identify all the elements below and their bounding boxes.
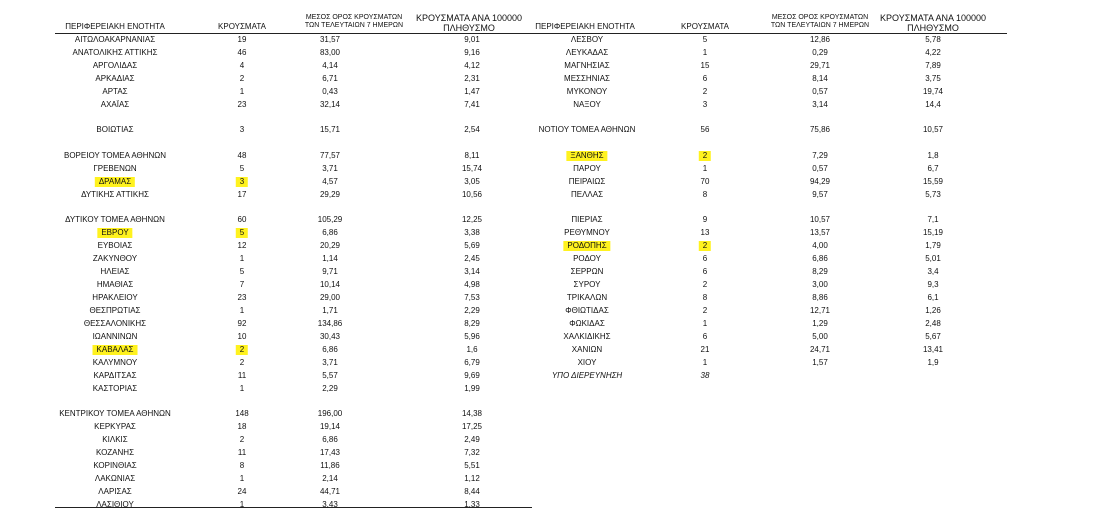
left-per100k-value: 9,16 <box>464 48 480 57</box>
left-region-name: ΑΙΤΩΛΟΑΚΑΡΝΑΝΙΑΣ <box>74 35 156 44</box>
left-avg-value: 6,86 <box>322 228 338 237</box>
left-avg-value: 3,43 <box>322 500 338 509</box>
right-per100k-value: 4,22 <box>925 48 941 57</box>
left-cases-value: 46 <box>237 48 247 57</box>
right-cases-value: 56 <box>700 125 710 134</box>
right-header-region: ΠΕΡΙΦΕΡΕΙΑΚΗ ΕΝΟΤΗΤΑ <box>535 22 635 31</box>
right-avg-value: 0,57 <box>812 87 828 96</box>
right-cases-value: 6 <box>702 74 708 83</box>
right-avg-value: 10,57 <box>809 215 831 224</box>
right-per100k-value: 15,59 <box>922 177 944 186</box>
right-per100k-value: 5,01 <box>925 254 941 263</box>
left-avg-value: 9,71 <box>322 267 338 276</box>
left-region-name: ΔΥΤΙΚΗΣ ΑΤΤΙΚΗΣ <box>81 190 149 199</box>
left-per100k-value: 8,11 <box>464 151 480 160</box>
left-per100k-value: 14,38 <box>461 409 483 418</box>
left-avg-value: 5,57 <box>322 371 338 380</box>
right-region-name: ΝΟΤΙΟΥ ΤΟΜΕΑ ΑΘΗΝΩΝ <box>538 125 636 134</box>
right-per100k-value: 5,73 <box>925 190 941 199</box>
left-cases-value: 3 <box>239 125 245 134</box>
left-cases-value: 23 <box>237 100 247 109</box>
left-cases-value: 60 <box>237 215 247 224</box>
right-region-name: ΥΠΟ ΔΙΕΡΕΥΝΗΣΗ <box>551 371 623 380</box>
right-per100k-value: 7,1 <box>927 215 939 224</box>
right-avg-value: 1,29 <box>812 319 828 328</box>
right-avg-value: 24,71 <box>809 345 831 354</box>
right-avg-value: 8,86 <box>812 293 828 302</box>
left-per100k-value: 15,74 <box>461 164 483 173</box>
left-per100k-value: 8,44 <box>464 487 480 496</box>
right-per100k-value: 5,67 <box>925 332 941 341</box>
left-per100k-value: 1,99 <box>464 384 480 393</box>
left-per100k-value: 17,25 <box>461 422 483 431</box>
left-region-name: ΙΩΑΝΝΙΝΩΝ <box>92 332 138 341</box>
right-avg-value: 8,14 <box>812 74 828 83</box>
left-per100k-value: 3,05 <box>464 177 480 186</box>
right-avg-value: 12,71 <box>809 306 831 315</box>
right-avg-value: 13,57 <box>809 228 831 237</box>
left-per100k-value: 3,38 <box>464 228 480 237</box>
left-region-name: ΚΑΒΑΛΑΣ <box>93 345 138 355</box>
left-per100k-value: 9,69 <box>464 371 480 380</box>
left-cases-value: 5 <box>239 267 245 276</box>
left-avg-value: 6,86 <box>322 435 338 444</box>
left-region-name: ΕΒΡΟΥ <box>97 228 132 238</box>
right-per100k-value: 1,8 <box>927 151 939 160</box>
left-avg-value: 11,86 <box>320 461 340 470</box>
right-region-name: ΧΑΝΙΩΝ <box>571 345 603 354</box>
right-per100k-value: 3,75 <box>925 74 941 83</box>
left-avg-value: 17,43 <box>319 448 341 457</box>
right-per100k-value: 3,4 <box>927 267 939 276</box>
left-avg-value: 6,86 <box>322 345 338 354</box>
left-avg-value: 3,71 <box>322 358 338 367</box>
left-cases-value: 11 <box>237 448 247 457</box>
left-region-name: ΛΑΚΩΝΙΑΣ <box>94 474 136 483</box>
right-avg-value: 4,00 <box>812 241 828 250</box>
right-cases-value: 1 <box>702 319 708 328</box>
left-region-name: ΒΟΡΕΙΟΥ ΤΟΜΕΑ ΑΘΗΝΩΝ <box>63 151 167 160</box>
left-region-name: ΚΑΣΤΟΡΙΑΣ <box>92 384 138 393</box>
left-avg-value: 4,57 <box>322 177 338 186</box>
left-header-avg-line1: ΜΕΣΟΣ ΟΡΟΣ ΚΡΟΥΣΜΑΤΩΝ <box>305 14 403 21</box>
left-header-cases: ΚΡΟΥΣΜΑΤΑ <box>218 22 266 31</box>
left-header-avg <box>290 14 418 30</box>
right-cases-value: 8 <box>702 190 708 199</box>
right-cases-value: 9 <box>702 215 708 224</box>
left-per100k-value: 4,12 <box>464 61 480 70</box>
left-cases-value: 4 <box>239 61 245 70</box>
right-avg-value: 8,29 <box>812 267 828 276</box>
right-cases-value: 3 <box>702 100 708 109</box>
left-header-rule <box>55 33 532 34</box>
left-region-name: ΕΥΒΟΙΑΣ <box>97 241 133 250</box>
right-header-per100k-line1: ΚΡΟΥΣΜΑΤΑ ΑΝΑ 100000 <box>880 13 986 23</box>
right-region-name: ΡΟΔΟΥ <box>573 254 601 263</box>
left-avg-value: 32,14 <box>319 100 341 109</box>
left-avg-value: 29,00 <box>319 293 341 302</box>
left-avg-value: 19,14 <box>319 422 341 431</box>
right-header-per100k-line2: ΠΛΗΘΥΣΜΟ <box>907 23 959 33</box>
left-cases-value: 1 <box>239 306 245 315</box>
right-per100k-value: 10,57 <box>922 125 944 134</box>
right-per100k-value: 1,26 <box>925 306 941 315</box>
left-per100k-value: 1,47 <box>464 87 480 96</box>
right-region-name: ΛΕΥΚΑΔΑΣ <box>565 48 609 57</box>
right-region-name: ΠΕΛΛΑΣ <box>570 190 604 199</box>
left-region-name: ΘΕΣΣΑΛΟΝΙΚΗΣ <box>83 319 147 328</box>
left-cases-value: 5 <box>239 164 245 173</box>
right-header-avg <box>756 14 884 30</box>
left-avg-value: 15,71 <box>319 125 341 134</box>
left-region-name: ΗΛΕΙΑΣ <box>100 267 130 276</box>
right-region-name: ΣΥΡΟΥ <box>573 280 601 289</box>
right-per100k-value: 14,4 <box>925 100 941 109</box>
right-region-name: ΜΕΣΣΗΝΙΑΣ <box>564 74 610 83</box>
right-header-rule <box>532 33 1007 34</box>
left-region-name: ΚΕΡΚΥΡΑΣ <box>94 422 136 431</box>
left-region-name: ΗΜΑΘΙΑΣ <box>96 280 134 289</box>
right-cases-value: 6 <box>702 267 708 276</box>
left-per100k-value: 6,79 <box>464 358 480 367</box>
right-per100k-value: 5,78 <box>925 35 941 44</box>
left-per100k-value: 7,41 <box>464 100 480 109</box>
left-cases-value: 7 <box>239 280 245 289</box>
left-cases-value: 2 <box>236 345 248 355</box>
right-avg-value: 3,00 <box>812 280 828 289</box>
left-cases-value: 10 <box>237 332 247 341</box>
right-cases-value: 70 <box>700 177 710 186</box>
left-per100k-value: 7,53 <box>464 293 480 302</box>
left-region-name: ΔΥΤΙΚΟΥ ΤΟΜΕΑ ΑΘΗΝΩΝ <box>65 215 165 224</box>
right-per100k-value: 19,74 <box>922 87 944 96</box>
left-cases-value: 92 <box>237 319 247 328</box>
right-cases-value: 5 <box>702 35 708 44</box>
left-region-name: ΚΑΛΥΜΝΟΥ <box>92 358 138 367</box>
right-avg-value: 5,00 <box>812 332 828 341</box>
right-region-name: ΠΙΕΡΙΑΣ <box>571 215 603 224</box>
left-avg-value: 196,00 <box>317 409 343 418</box>
left-cases-value: 5 <box>236 228 248 238</box>
right-region-name: ΜΥΚΟΝΟΥ <box>566 87 608 96</box>
left-per100k-value: 4,98 <box>464 280 480 289</box>
left-region-name: ΚΟΡΙΝΘΙΑΣ <box>93 461 137 470</box>
left-per100k-value: 1,33 <box>464 500 480 509</box>
right-avg-value: 12,86 <box>809 35 831 44</box>
left-cases-value: 1 <box>239 500 245 509</box>
right-region-name: ΝΑΞΟΥ <box>573 100 601 109</box>
right-per100k-value: 13,41 <box>922 345 944 354</box>
right-region-name: ΧΑΛΚΙΔΙΚΗΣ <box>563 332 611 341</box>
left-per100k-value: 9,01 <box>464 35 480 44</box>
right-per100k-value: 6,1 <box>927 293 939 302</box>
right-cases-value: 2 <box>699 241 711 251</box>
left-region-name: ΒΟΙΩΤΙΑΣ <box>96 125 134 134</box>
left-avg-value: 30,43 <box>319 332 341 341</box>
left-per100k-value: 5,69 <box>464 241 480 250</box>
right-header-cases: ΚΡΟΥΣΜΑΤΑ <box>681 22 729 31</box>
right-cases-value: 2 <box>699 151 711 161</box>
left-avg-value: 44,71 <box>319 487 341 496</box>
right-header-avg-line2: ΤΩΝ ΤΕΛΕΥΤΑΙΩΝ 7 ΗΜΕΡΩΝ <box>770 22 870 29</box>
right-per100k-value: 7,89 <box>925 61 941 70</box>
right-per100k-value: 1,9 <box>927 358 939 367</box>
right-region-name: ΦΩΚΙΔΑΣ <box>569 319 605 328</box>
right-per100k-value: 1,79 <box>925 241 941 250</box>
right-region-name: ΧΙΟΥ <box>577 358 597 367</box>
left-header-per100k-line2: ΠΛΗΘΥΣΜΟ <box>443 23 495 33</box>
left-cases-value: 23 <box>237 293 247 302</box>
left-avg-value: 31,57 <box>319 35 341 44</box>
right-cases-value: 1 <box>702 358 708 367</box>
left-region-name: ΑΝΑΤΟΛΙΚΗΣ ΑΤΤΙΚΗΣ <box>72 48 158 57</box>
right-cases-value: 15 <box>700 61 710 70</box>
right-cases-value: 6 <box>702 332 708 341</box>
left-avg-value: 77,57 <box>319 151 341 160</box>
left-avg-value: 3,71 <box>322 164 338 173</box>
left-per100k-value: 1,6 <box>466 345 478 354</box>
left-cases-value: 3 <box>236 177 248 187</box>
left-header-avg-line2: ΤΩΝ ΤΕΛΕΥΤΑΙΩΝ 7 ΗΜΕΡΩΝ <box>304 22 404 29</box>
left-region-name: ΓΡΕΒΕΝΩΝ <box>93 164 137 173</box>
left-region-name: ΖΑΚΥΝΘΟΥ <box>92 254 138 263</box>
left-avg-value: 1,14 <box>322 254 338 263</box>
left-region-name: ΛΑΣΙΘΙΟΥ <box>96 500 134 509</box>
left-cases-value: 148 <box>235 409 249 418</box>
right-cases-value: 38 <box>700 371 710 380</box>
right-avg-value: 7,29 <box>812 151 828 160</box>
right-avg-value: 29,71 <box>809 61 831 70</box>
left-region-name: ΚΕΝΤΡΙΚΟΥ ΤΟΜΕΑ ΑΘΗΝΩΝ <box>59 409 171 418</box>
left-cases-value: 2 <box>239 358 245 367</box>
right-avg-value: 1,57 <box>812 358 828 367</box>
right-region-name: ΣΕΡΡΩΝ <box>570 267 604 276</box>
left-per100k-value: 7,32 <box>464 448 480 457</box>
right-region-name: ΜΑΓΝΗΣΙΑΣ <box>564 61 610 70</box>
right-avg-value: 6,86 <box>812 254 828 263</box>
right-cases-value: 2 <box>702 280 708 289</box>
left-region-name: ΛΑΡΙΣΑΣ <box>98 487 132 496</box>
right-per100k-value: 6,7 <box>927 164 939 173</box>
left-cases-value: 8 <box>239 461 245 470</box>
left-avg-value: 10,14 <box>319 280 341 289</box>
right-region-name: ΦΘΙΩΤΙΔΑΣ <box>565 306 609 315</box>
left-header-region: ΠΕΡΙΦΕΡΕΙΑΚΗ ΕΝΟΤΗΤΑ <box>65 22 165 31</box>
right-region-name: ΛΕΣΒΟΥ <box>570 35 604 44</box>
left-per100k-value: 5,51 <box>464 461 480 470</box>
right-region-name: ΞΑΝΘΗΣ <box>566 151 607 161</box>
right-region-name: ΠΕΙΡΑΙΩΣ <box>568 177 606 186</box>
left-per100k-value: 10,56 <box>461 190 483 199</box>
right-cases-value: 2 <box>702 87 708 96</box>
left-cases-value: 2 <box>239 74 245 83</box>
left-cases-value: 48 <box>237 151 247 160</box>
left-cases-value: 11 <box>237 371 247 380</box>
left-header-per100k <box>408 13 530 33</box>
right-region-name: ΡΕΘΥΜΝΟΥ <box>564 228 610 237</box>
left-avg-value: 2,14 <box>322 474 338 483</box>
left-per100k-value: 2,31 <box>464 74 480 83</box>
right-cases-value: 2 <box>702 306 708 315</box>
left-avg-value: 4,14 <box>322 61 338 70</box>
right-cases-value: 21 <box>700 345 710 354</box>
right-avg-value: 0,57 <box>812 164 828 173</box>
left-avg-value: 2,29 <box>322 384 338 393</box>
right-cases-value: 8 <box>702 293 708 302</box>
left-avg-value: 6,71 <box>322 74 338 83</box>
left-avg-value: 29,29 <box>319 190 341 199</box>
left-avg-value: 1,71 <box>322 306 338 315</box>
left-per100k-value: 1,12 <box>464 474 480 483</box>
left-avg-value: 20,29 <box>319 241 341 250</box>
right-region-name: ΠΑΡΟΥ <box>573 164 601 173</box>
left-cases-value: 19 <box>237 35 247 44</box>
left-cases-value: 18 <box>237 422 247 431</box>
left-cases-value: 1 <box>239 87 245 96</box>
left-per100k-value: 2,29 <box>464 306 480 315</box>
left-region-name: ΑΧΑΪΑΣ <box>100 100 130 109</box>
left-per100k-value: 2,49 <box>464 435 480 444</box>
left-region-name: ΚΙΛΚΙΣ <box>102 435 128 444</box>
right-cases-value: 1 <box>702 164 708 173</box>
left-cases-value: 1 <box>239 254 245 263</box>
left-region-name: ΚΟΖΑΝΗΣ <box>95 448 135 457</box>
right-region-name: ΡΟΔΟΠΗΣ <box>563 241 610 251</box>
right-cases-value: 6 <box>702 254 708 263</box>
right-region-name: ΤΡΙΚΑΛΩΝ <box>566 293 608 302</box>
left-cases-value: 2 <box>239 435 245 444</box>
left-per100k-value: 12,25 <box>461 215 483 224</box>
left-cases-value: 24 <box>237 487 247 496</box>
left-per100k-value: 2,54 <box>464 125 480 134</box>
left-region-name: ΑΡΚΑΔΙΑΣ <box>95 74 135 83</box>
right-per100k-value: 15,19 <box>922 228 944 237</box>
left-cases-value: 1 <box>239 474 245 483</box>
left-per100k-value: 8,29 <box>464 319 480 328</box>
right-cases-value: 13 <box>700 228 710 237</box>
left-avg-value: 105,29 <box>317 215 343 224</box>
left-region-name: ΔΡΑΜΑΣ <box>95 177 135 187</box>
left-avg-value: 134,86 <box>317 319 343 328</box>
right-header-avg-line1: ΜΕΣΟΣ ΟΡΟΣ ΚΡΟΥΣΜΑΤΩΝ <box>771 14 869 21</box>
left-cases-value: 12 <box>237 241 247 250</box>
left-avg-value: 0,43 <box>322 87 338 96</box>
left-avg-value: 83,00 <box>319 48 341 57</box>
left-header-per100k-line1: ΚΡΟΥΣΜΑΤΑ ΑΝΑ 100000 <box>416 13 522 23</box>
left-per100k-value: 3,14 <box>464 267 480 276</box>
left-region-name: ΑΡΤΑΣ <box>102 87 128 96</box>
left-cases-value: 17 <box>237 190 247 199</box>
left-region-name: ΘΕΣΠΡΩΤΙΑΣ <box>89 306 141 315</box>
left-region-name: ΗΡΑΚΛΕΙΟΥ <box>92 293 138 302</box>
right-avg-value: 9,57 <box>812 190 828 199</box>
left-per100k-value: 2,45 <box>464 254 480 263</box>
left-per100k-value: 5,96 <box>464 332 480 341</box>
left-cases-value: 1 <box>239 384 245 393</box>
right-per100k-value: 9,3 <box>927 280 939 289</box>
right-avg-value: 0,29 <box>812 48 828 57</box>
right-header-per100k <box>872 13 994 33</box>
right-per100k-value: 2,48 <box>925 319 941 328</box>
right-avg-value: 94,29 <box>809 177 831 186</box>
right-avg-value: 3,14 <box>812 100 828 109</box>
right-cases-value: 1 <box>702 48 708 57</box>
left-region-name: ΑΡΓΟΛΙΔΑΣ <box>92 61 138 70</box>
left-region-name: ΚΑΡΔΙΤΣΑΣ <box>93 371 137 380</box>
right-avg-value: 75,86 <box>809 125 831 134</box>
